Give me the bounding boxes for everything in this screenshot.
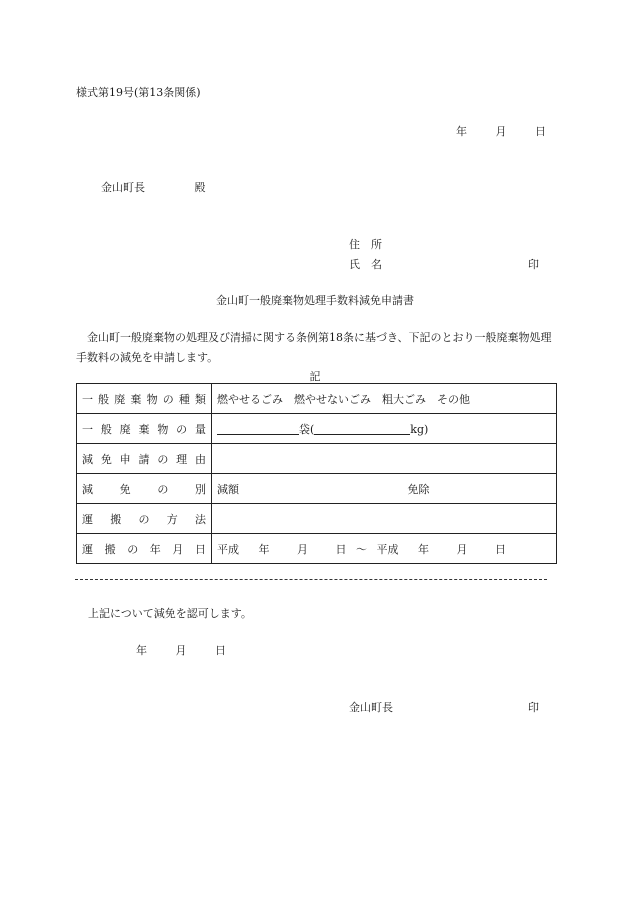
label-char: 日 [194, 542, 206, 556]
day-start: 日 [335, 542, 347, 556]
label-char: の [162, 392, 174, 406]
bag-unit: 袋( [299, 422, 315, 436]
approval-text: 上記について減免を認可します。 [88, 607, 252, 620]
kg-unit: kg) [410, 422, 429, 436]
body-text: 金山町一般廃棄物の処理及び清掃に関する条例第18条に基づき、下記のとおり一般廃棄物処理手数料の減免を申請します。 [76, 331, 552, 364]
table-row [77, 414, 557, 444]
label-char: 量 [194, 422, 206, 436]
month-start: 月 [297, 542, 308, 556]
cut-line-divider [75, 579, 547, 580]
label-char: 棄 [130, 392, 142, 406]
label-char: の [138, 512, 150, 526]
exemption-type-label [77, 474, 212, 504]
kg-blank[interactable] [314, 422, 410, 435]
transport-method-field[interactable] [212, 504, 557, 534]
label-char: 搬 [104, 542, 116, 556]
waste-amount-field[interactable] [212, 414, 557, 444]
table-row [77, 534, 557, 564]
addressee-honorific: 殿 [194, 181, 206, 194]
approval-date [136, 642, 226, 658]
label-char: 一 [82, 392, 93, 406]
table-row [77, 384, 557, 414]
exemption-type-label-text [82, 481, 206, 497]
day-end: 日 [495, 542, 506, 556]
label-char: 廃 [119, 422, 131, 436]
issuer-name: 金山町長 [349, 701, 393, 714]
label-char: 搬 [110, 512, 122, 526]
label-char: 物 [146, 392, 158, 406]
month-end: 月 [456, 542, 468, 556]
note-heading: 記 [309, 370, 321, 383]
applicant-seal: 印 [528, 258, 539, 271]
label-char: 運 [82, 512, 93, 526]
application-table [76, 383, 557, 564]
label-char: 廃 [114, 392, 126, 406]
label-char: 法 [195, 512, 206, 526]
label-char: 免 [100, 452, 112, 466]
option-exemption[interactable]: 免除 [407, 482, 430, 496]
date-line [456, 123, 546, 139]
waste-type-label-text [82, 391, 206, 407]
label-char: 物 [157, 422, 169, 436]
label-char: 棄 [138, 422, 150, 436]
approval-year: 年 [136, 644, 147, 657]
table-row [77, 474, 557, 504]
label-char: の [176, 422, 188, 436]
label-char: 一 [82, 422, 93, 436]
document-title: 金山町一般廃棄物処理手数料減免申請書 [216, 294, 414, 307]
month-label: 月 [495, 125, 507, 138]
form-number: 様式第19号(第13条関係) [76, 86, 201, 99]
label-char: 請 [138, 452, 150, 466]
year-start: 年 [258, 542, 270, 556]
label-char: 方 [166, 512, 178, 526]
year-end: 年 [418, 542, 429, 556]
label-char: 由 [194, 452, 206, 466]
transport-date-label-text [82, 541, 206, 557]
era-end: 平成 [376, 542, 399, 556]
label-char: の [127, 542, 139, 556]
bag-count-blank[interactable] [217, 422, 299, 435]
table-row [77, 504, 557, 534]
label-char: 別 [194, 482, 206, 496]
transport-date-field[interactable] [212, 534, 557, 564]
label-char: 月 [172, 542, 184, 556]
label-char: 申 [119, 452, 131, 466]
addressee [101, 179, 206, 195]
label-char: 般 [100, 422, 112, 436]
label-char: 運 [82, 542, 93, 556]
label-char: 般 [98, 392, 110, 406]
option-reduction[interactable]: 減額 [217, 482, 239, 496]
approval-day: 日 [215, 644, 226, 657]
label-char: 減 [82, 452, 93, 466]
era-start: 平成 [217, 542, 239, 556]
waste-amount-label-text [82, 421, 206, 437]
table-row [77, 444, 557, 474]
approval-month: 月 [175, 644, 187, 657]
label-char: の [157, 482, 169, 496]
reason-label [77, 444, 212, 474]
year-label: 年 [456, 125, 467, 138]
reason-field[interactable] [212, 444, 557, 474]
exemption-type-field[interactable] [212, 474, 557, 504]
label-char: 年 [149, 542, 161, 556]
label-char: 理 [176, 452, 188, 466]
transport-method-label [77, 504, 212, 534]
name-label: 氏 名 [349, 258, 382, 271]
waste-type-label [77, 384, 212, 414]
label-char: 類 [194, 392, 206, 406]
label-char: 免 [119, 482, 131, 496]
issuer-seal: 印 [528, 701, 539, 714]
waste-amount-label [77, 414, 212, 444]
label-char: 減 [82, 482, 93, 496]
addressee-name: 金山町長 [101, 181, 145, 194]
day-label: 日 [535, 125, 546, 138]
waste-type-options[interactable]: 燃やせるごみ 燃やせないごみ 粗大ごみ その他 [212, 384, 557, 414]
range-tilde: 〜 [356, 542, 367, 556]
transport-method-label-text [82, 511, 206, 527]
transport-date-label [77, 534, 212, 564]
address-label: 住 所 [349, 238, 382, 251]
label-char: 種 [178, 392, 190, 406]
reason-label-text [82, 451, 206, 467]
label-char: の [157, 452, 169, 466]
